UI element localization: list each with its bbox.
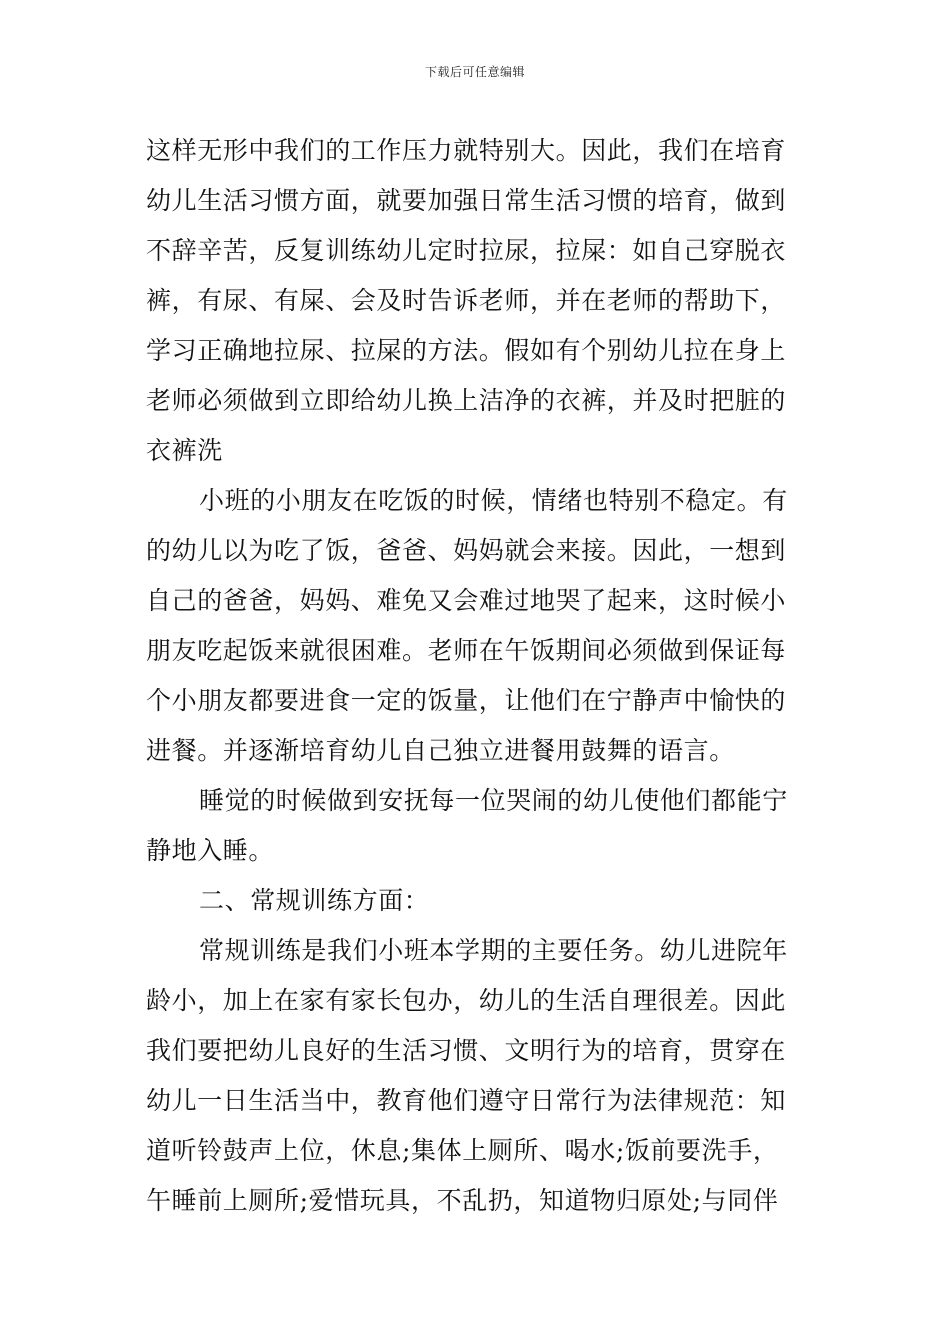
paragraph-first-line: 小班的小朋友在吃饭的时候，情绪也特别不稳定。有 — [199, 486, 788, 515]
text-line: 幼儿一日生活当中，教育他们遵守日常行为法律规范：知 — [146, 1086, 787, 1115]
text-line: 龄小，加上在家有家长包办，幼儿的生活自理很差。因此 — [146, 986, 787, 1015]
text-line: 我们要把幼儿良好的生活习惯、文明行为的培育，贯穿在 — [146, 1036, 787, 1065]
text-line: 道听铃鼓声上位，休息;集体上厕所、喝水;饭前要洗手， — [146, 1136, 779, 1165]
page-header: 下载后可任意编辑 — [424, 65, 525, 79]
text-line: 朋友吃起饭来就很困难。老师在午饭期间必须做到保证每 — [146, 636, 787, 665]
text-line: 老师必须做到立即给幼儿换上洁净的衣裤，并及时把脏的 — [146, 386, 787, 415]
paragraph-first-line: 常规训练是我们小班本学期的主要任务。幼儿进院年 — [199, 936, 788, 965]
text-line: 静地入睡。 — [146, 836, 275, 865]
text-line: 自己的爸爸，妈妈、难免又会难过地哭了起来，这时候小 — [146, 586, 787, 615]
text-line: 的幼儿以为吃了饭，爸爸、妈妈就会来接。因此，一想到 — [146, 536, 787, 565]
text-line: 裤，有尿、有屎、会及时告诉老师，并在老师的帮助下， — [146, 286, 787, 315]
paragraph-first-line: 睡觉的时候做到安抚每一位哭闹的幼儿使他们都能宁 — [199, 786, 788, 815]
document-body — [146, 126, 806, 1226]
text-line: 进餐。并逐渐培育幼儿自己独立进餐用鼓舞的语言。 — [146, 736, 735, 765]
section-heading: 二、常规训练方面： — [199, 886, 430, 915]
text-line: 幼儿生活习惯方面，就要加强日常生活习惯的培育，做到 — [146, 186, 787, 215]
text-line: 个小朋友都要进食一定的饭量，让他们在宁静声中愉快的 — [146, 686, 787, 715]
text-line: 不辞辛苦，反复训练幼儿定时拉尿，拉屎：如自己穿脱衣 — [146, 236, 787, 265]
text-line: 午睡前上厕所;爱惜玩具，不乱扔，知道物归原处;与同伴 — [146, 1186, 779, 1215]
text-line: 衣裤洗 — [146, 436, 223, 465]
text-line: 学习正确地拉尿、拉屎的方法。假如有个别幼儿拉在身上 — [146, 336, 787, 365]
text-line: 这样无形中我们的工作压力就特别大。因此，我们在培育 — [146, 136, 787, 165]
